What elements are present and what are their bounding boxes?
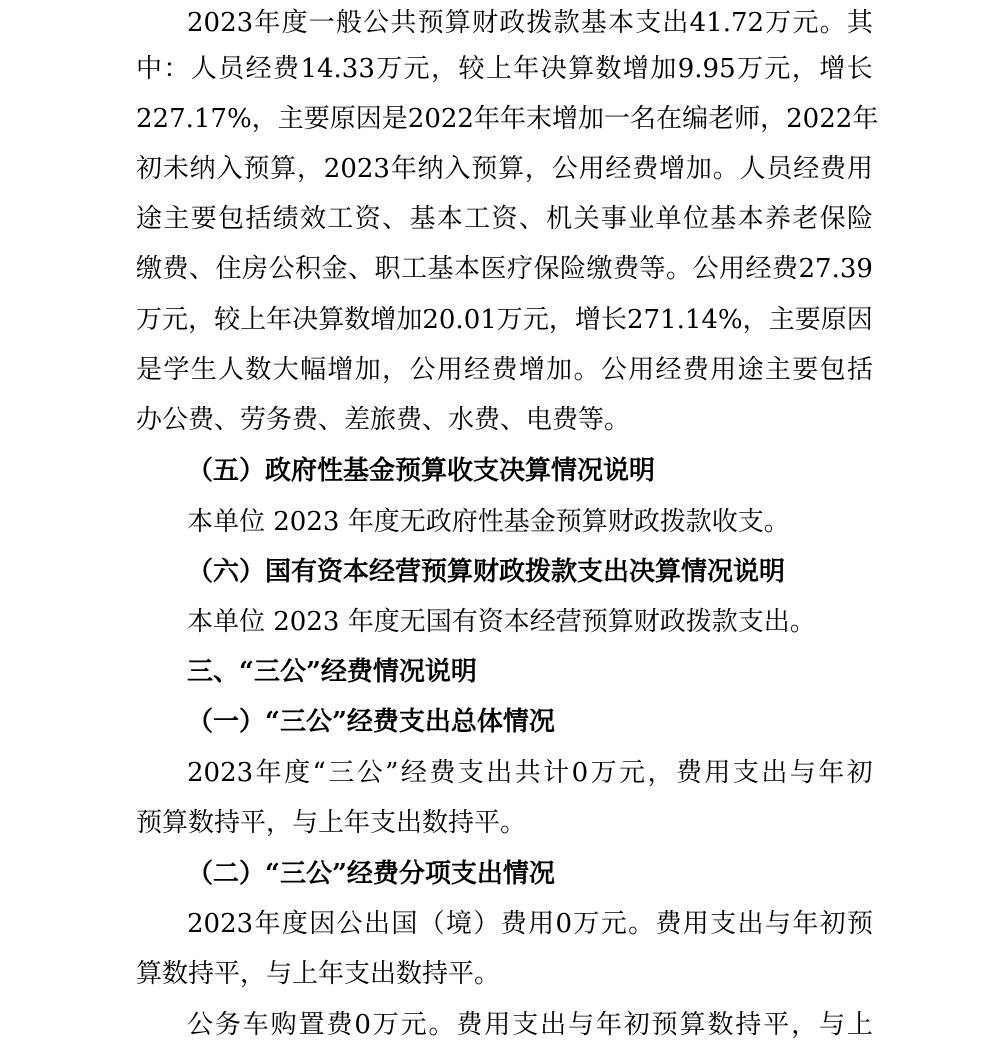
paragraph-text: 途 主 要 包 括 绩 效 工 资 、 基 本 工 资 、 机 关 事 业 单 位 基 本 养 老 保 险 [136,204,873,234]
paragraph-line [0,949,1000,999]
paragraph-line [0,44,1000,94]
paragraph-line [0,94,1000,144]
paragraph-line [0,798,1000,848]
paragraph-text: 是 学 生 人 数 大 幅 增 加 ， 公 用 经 费 增 加 。 公 用 经 费 用 途 主 要 包 括 [136,355,873,385]
paragraph-text: 公 务 车 购 置 费 0 万 元 。 费 用 支 出 与 年 初 预 算 数 持 平 ， 与 上 [187,1010,873,1040]
paragraph-line [0,899,1000,949]
paragraph-text: 初 未 纳 入 预 算 ， 2023 年 纳 入 预 算 ， 公 用 经 费 增 加 。 人 员 经 费 用 [136,154,873,184]
paragraph-line [0,497,1000,547]
part-3-heading: 三、“三公”经费情况说明 [187,657,477,687]
section-heading [0,446,1000,496]
paragraph-text: 预算数持平，与上年支出数持平。 [136,808,527,838]
section-6-heading: （六）国有资本经营预算财政拨款支出决算情况说明 [187,557,786,587]
paragraph-line [0,144,1000,194]
paragraph-line [0,748,1000,798]
subsection-heading [0,849,1000,899]
subsection-heading [0,697,1000,747]
subsection-2-heading: （二）“三公”经费分项支出情况 [187,859,555,889]
paragraph-line [0,597,1000,647]
paragraph-text: 227.17% ， 主 要 原 因 是 2022 年 年 末 增 加 一 名 在 编 老 师 ， 2022 年 [136,104,879,134]
section-6-body: 本单位 2023 年度无国有资本经营预算财政拨款支出。 [187,607,816,637]
paragraph-text: 万 元 ， 较 上 年 决 算 数 增 加 20.01 万 元 ， 增 长 271.14% ， 主 要 原 因 [136,305,873,335]
paragraph-text: 2023 年 度 “ 三 公 ” 经 费 支 出 共 计 0 万 元 ， 费 用 支 出 与 年 初 [187,758,873,788]
section-heading [0,547,1000,597]
paragraph-text: 2023 年 度 一 般 公 共 预 算 财 政 拨 款 基 本 支 出 41.72 万 元 。 其 [187,8,873,38]
paragraph-text: 算数持平，与上年支出数持平。 [136,959,501,989]
section-5-body: 本单位 2023 年度无政府性基金预算财政拨款收支。 [187,507,790,537]
subsection-1-heading: （一）“三公”经费支出总体情况 [187,707,555,737]
paragraph-line [0,295,1000,345]
paragraph-text: 中 ： 人 员 经 费 14.33 万 元 ， 较 上 年 决 算 数 增 加 9.95 万 元 ， 增 长 [136,54,873,84]
paragraph-text: 办公费、劳务费、差旅费、水费、电费等。 [136,405,631,435]
paragraph-line [0,194,1000,244]
paragraph-line [0,345,1000,395]
paragraph-text: 缴 费 、 住 房 公 积 金 、 职 工 基 本 医 疗 保 险 缴 费 等 。 公 用 经 费 27.39 [136,254,873,284]
part-heading [0,647,1000,697]
paragraph-text: 2023 年 度 因 公 出 国 （ 境 ） 费 用 0 万 元 。 费 用 支 出 与 年 初 预 [187,909,873,939]
section-5-heading: （五）政府性基金预算收支决算情况说明 [187,456,656,486]
paragraph-line [0,244,1000,294]
paragraph-line [0,395,1000,445]
paragraph-line [0,0,1000,48]
